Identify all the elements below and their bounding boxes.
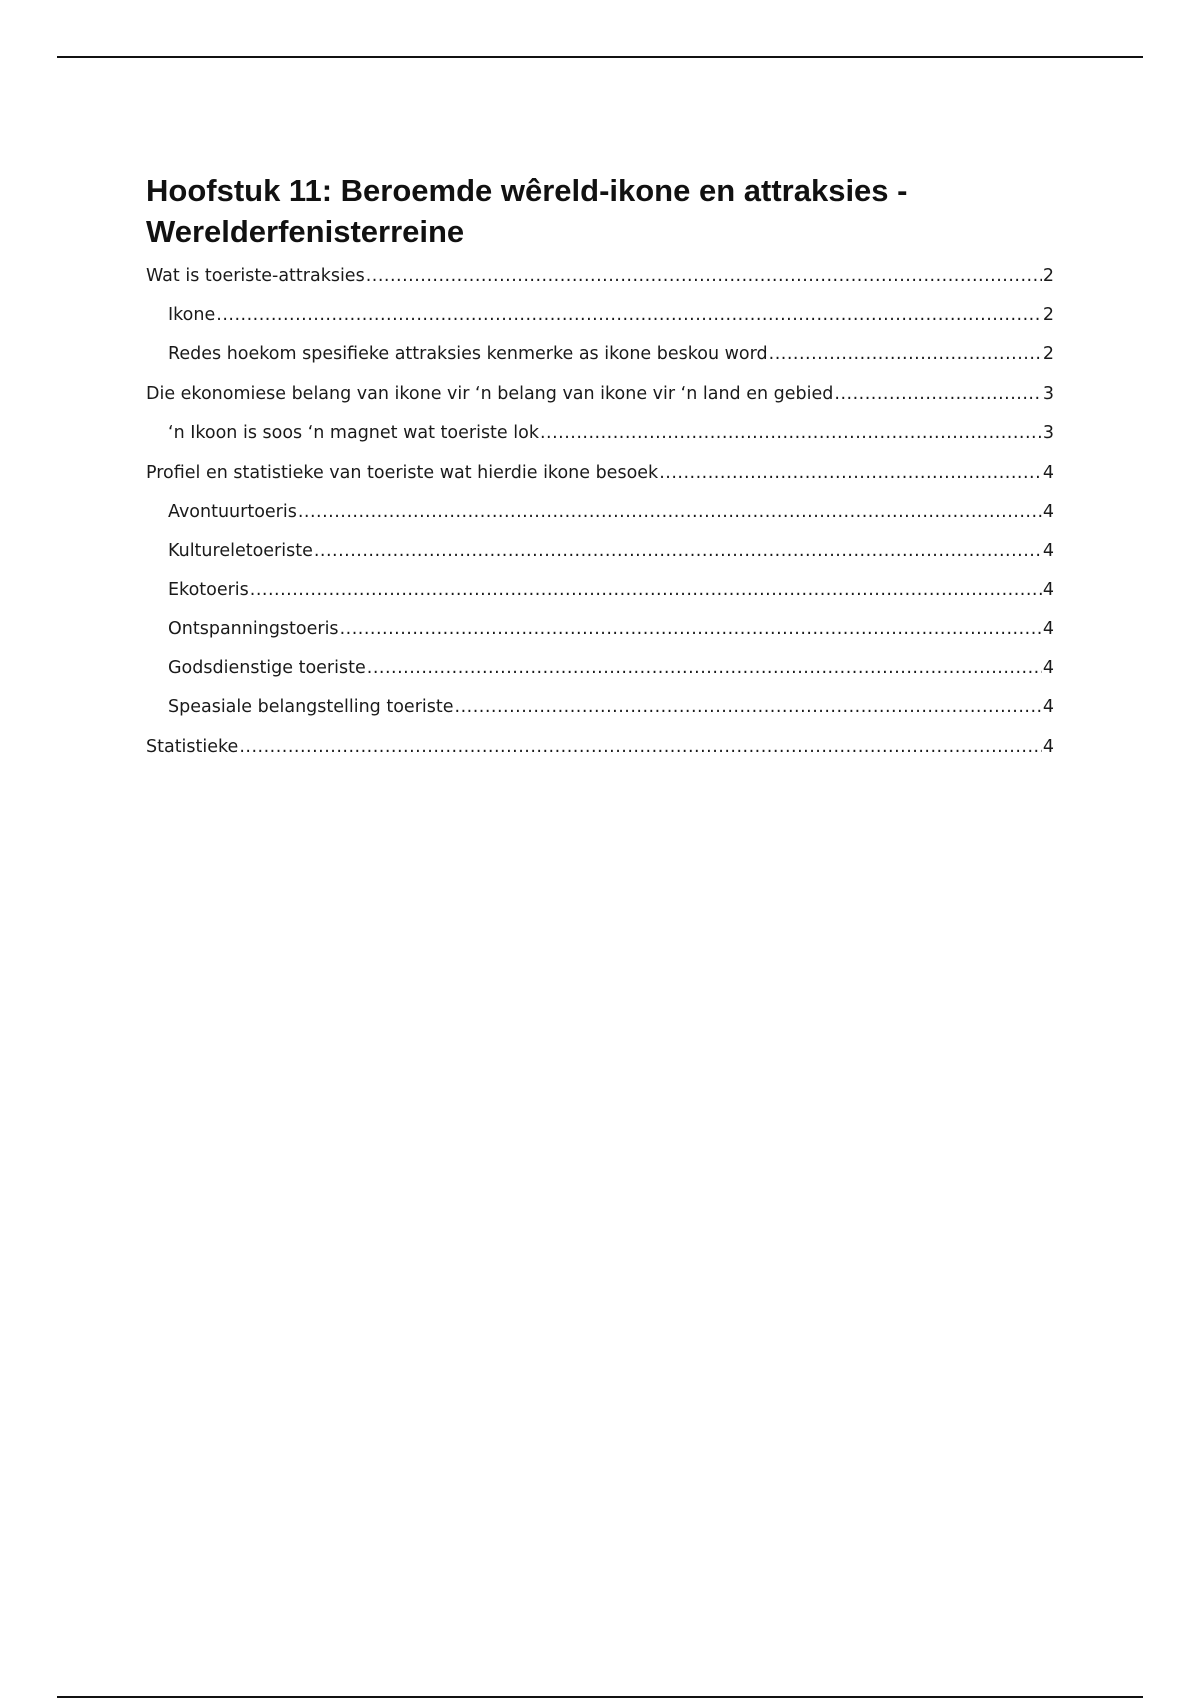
- toc-dot-leader: [834, 382, 1041, 406]
- toc-entry[interactable]: [146, 342, 1054, 366]
- toc-dot-leader: [340, 617, 1042, 641]
- toc-entry[interactable]: [146, 578, 1054, 602]
- toc-page-number: 3: [1042, 423, 1054, 443]
- toc-page-number: 4: [1042, 463, 1054, 483]
- table-of-contents: [146, 264, 1054, 759]
- toc-page-number: 4: [1042, 541, 1054, 561]
- toc-dot-leader: [366, 264, 1042, 288]
- toc-dot-leader: [769, 342, 1042, 366]
- toc-dot-leader: [216, 303, 1042, 327]
- toc-page-number: 2: [1042, 305, 1054, 325]
- toc-entry-text: Redes hoekom spesifieke attraksies kenmerke as ikone beskou word: [168, 344, 768, 364]
- toc-entry[interactable]: [146, 500, 1054, 524]
- toc-page-number: 3: [1042, 384, 1054, 404]
- toc-entry-text: ‘n Ikoon is soos ‘n magnet wat toeriste lok: [168, 423, 539, 443]
- toc-page-number: 4: [1042, 658, 1054, 678]
- toc-page-number: 4: [1042, 502, 1054, 522]
- toc-entry[interactable]: [146, 695, 1054, 719]
- toc-entry-text: Statistieke: [146, 737, 239, 757]
- toc-page-number: 4: [1042, 619, 1054, 639]
- toc-dot-leader: [314, 539, 1042, 563]
- toc-entry[interactable]: [146, 461, 1054, 485]
- toc-entry[interactable]: [146, 303, 1054, 327]
- toc-dot-leader: [250, 578, 1042, 602]
- toc-page-number: 2: [1042, 266, 1054, 286]
- toc-entry-text: Avontuurtoeris: [168, 502, 297, 522]
- toc-dot-leader: [455, 695, 1042, 719]
- toc-entry[interactable]: [146, 421, 1054, 445]
- toc-entry[interactable]: [146, 656, 1054, 680]
- toc-entry-text: Profiel en statistieke van toeriste wat hierdie ikone besoek: [146, 463, 659, 483]
- toc-entry-text: Kultureletoeriste: [168, 541, 313, 561]
- toc-entry[interactable]: [146, 617, 1054, 641]
- chapter-title: [146, 170, 1054, 252]
- toc-dot-leader: [298, 500, 1042, 524]
- toc-entry-text: Godsdienstige toeriste: [168, 658, 366, 678]
- toc-dot-leader: [540, 421, 1042, 445]
- toc-page-number: 2: [1042, 344, 1054, 364]
- toc-page-number: 4: [1042, 697, 1054, 717]
- chapter-title-line-1: Hoofstuk 11: Beroemde wêreld-ikone en attraksies -: [146, 173, 908, 208]
- toc-entry-text: Ekotoeris: [168, 580, 249, 600]
- toc-entry-text: Ontspanningstoeris: [168, 619, 339, 639]
- toc-dot-leader: [239, 735, 1042, 759]
- document-page: [146, 170, 1054, 759]
- header-rule: [57, 56, 1143, 58]
- toc-dot-leader: [367, 656, 1042, 680]
- toc-entry-text: Ikone: [168, 305, 216, 325]
- toc-dot-leader: [659, 461, 1042, 485]
- toc-entry-text: Wat is toeriste-attraksies: [146, 266, 365, 286]
- footer-rule: [57, 1696, 1143, 1698]
- toc-page-number: 4: [1042, 737, 1054, 757]
- toc-entry[interactable]: [146, 382, 1054, 406]
- toc-entry[interactable]: [146, 735, 1054, 759]
- toc-entry[interactable]: [146, 264, 1054, 288]
- toc-entry[interactable]: [146, 539, 1054, 563]
- toc-entry-text: Speasiale belangstelling toeriste: [168, 697, 454, 717]
- toc-page-number: 4: [1042, 580, 1054, 600]
- toc-entry-text: Die ekonomiese belang van ikone vir ‘n belang van ikone vir ‘n land en gebied: [146, 384, 834, 404]
- chapter-title-line-2: Werelderfenisterreine: [146, 214, 465, 249]
